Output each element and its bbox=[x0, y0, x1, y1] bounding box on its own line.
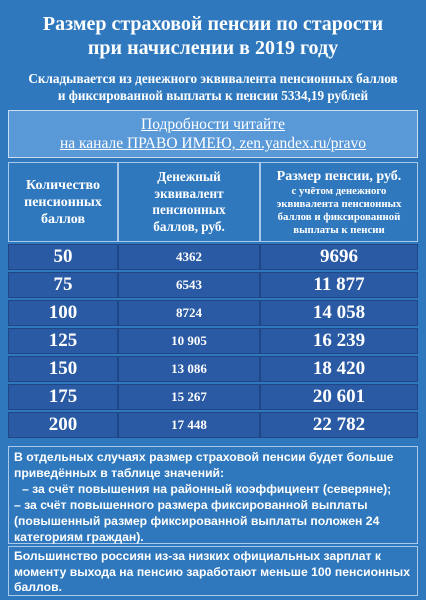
note-majority: Большинство россиян из-за низких официальных зарплат к моменту выхода на пенсию заработают меньше 100 пенсионных баллов. bbox=[8, 546, 418, 596]
cell-pension: 16 239 bbox=[260, 328, 418, 354]
cell-points: 100 bbox=[8, 300, 118, 326]
table-row bbox=[8, 300, 418, 326]
table-row bbox=[8, 272, 418, 298]
cell-pension: 9696 bbox=[260, 244, 418, 270]
page-title bbox=[0, 12, 426, 60]
cell-equivalent: 4362 bbox=[118, 244, 260, 270]
source-link-box[interactable] bbox=[8, 110, 418, 158]
table-row bbox=[8, 356, 418, 382]
cell-points: 75 bbox=[8, 272, 118, 298]
header-equivalent-line: Денежный bbox=[157, 169, 221, 184]
cell-pension: 14 058 bbox=[260, 300, 418, 326]
page-subtitle bbox=[0, 70, 426, 104]
cell-points: 200 bbox=[8, 412, 118, 438]
cell-equivalent: 6543 bbox=[118, 272, 260, 298]
title-line-2: при начислении в 2019 году bbox=[87, 37, 339, 59]
header-equivalent-line: эквивалент bbox=[154, 185, 224, 201]
header-pension-sub: эквивалента пенсионных bbox=[276, 197, 402, 210]
header-equivalent bbox=[118, 162, 260, 242]
source-link-line-2[interactable]: на канале ПРАВО ИМЕЮ, zen.yandex.ru/pravo bbox=[59, 135, 367, 152]
header-points-line: баллов bbox=[40, 211, 86, 227]
header-pension-main: Размер пенсии, руб. bbox=[276, 168, 402, 184]
header-pension-sub: баллов и фиксированной bbox=[277, 210, 401, 223]
cell-pension: 20 601 bbox=[260, 384, 418, 410]
cell-pension: 11 877 bbox=[260, 272, 418, 298]
source-link-line-1[interactable]: Подробности читайте bbox=[141, 116, 285, 133]
header-equivalent-line: баллов, руб. bbox=[153, 218, 225, 234]
header-equivalent-line: пенсионных bbox=[152, 202, 226, 217]
cell-points: 50 bbox=[8, 244, 118, 270]
cell-equivalent: 15 267 bbox=[118, 384, 260, 410]
cell-points: 175 bbox=[8, 384, 118, 410]
pension-table bbox=[8, 162, 418, 438]
cell-pension: 22 782 bbox=[260, 412, 418, 438]
subtitle-line-1: Складывается из денежного эквивалента пенсионных баллов bbox=[28, 71, 398, 86]
header-points bbox=[8, 162, 118, 242]
cell-equivalent: 8724 bbox=[118, 300, 260, 326]
cell-equivalent: 17 448 bbox=[118, 412, 260, 438]
header-pension bbox=[260, 162, 418, 242]
table-row bbox=[8, 328, 418, 354]
cell-points: 125 bbox=[8, 328, 118, 354]
note-exceptions-bullet-2: – за счёт повышенного размера фиксированной выплаты (повышенный размер фиксированной выплаты положен 24 категориям граждан). bbox=[14, 498, 380, 544]
table-row bbox=[8, 384, 418, 410]
cell-equivalent: 10 905 bbox=[118, 328, 260, 354]
subtitle-line-2: и фиксированной выплаты к пенсии 5334,19 рублей bbox=[57, 88, 369, 103]
cell-equivalent: 13 086 bbox=[118, 356, 260, 382]
header-points-line: пенсионных bbox=[24, 194, 102, 210]
table-row bbox=[8, 412, 418, 438]
cell-pension: 18 420 bbox=[260, 356, 418, 382]
header-points-line: Количество bbox=[25, 177, 101, 193]
note-exceptions bbox=[8, 446, 418, 544]
note-exceptions-intro: В отдельных случаях размер страховой пенсии будет больше приведённых в таблице значений: bbox=[14, 450, 394, 480]
table-header bbox=[8, 162, 418, 242]
note-exceptions-bullet-1: – за счёт повышения на районный коэффициент (северяне); bbox=[22, 482, 392, 496]
header-pension-sub: выплаты к пенсии bbox=[293, 223, 385, 236]
table-row bbox=[8, 244, 418, 270]
header-pension-sub: с учётом денежного bbox=[291, 184, 387, 197]
cell-points: 150 bbox=[8, 356, 118, 382]
title-line-1: Размер страховой пенсии по старости bbox=[42, 13, 384, 35]
